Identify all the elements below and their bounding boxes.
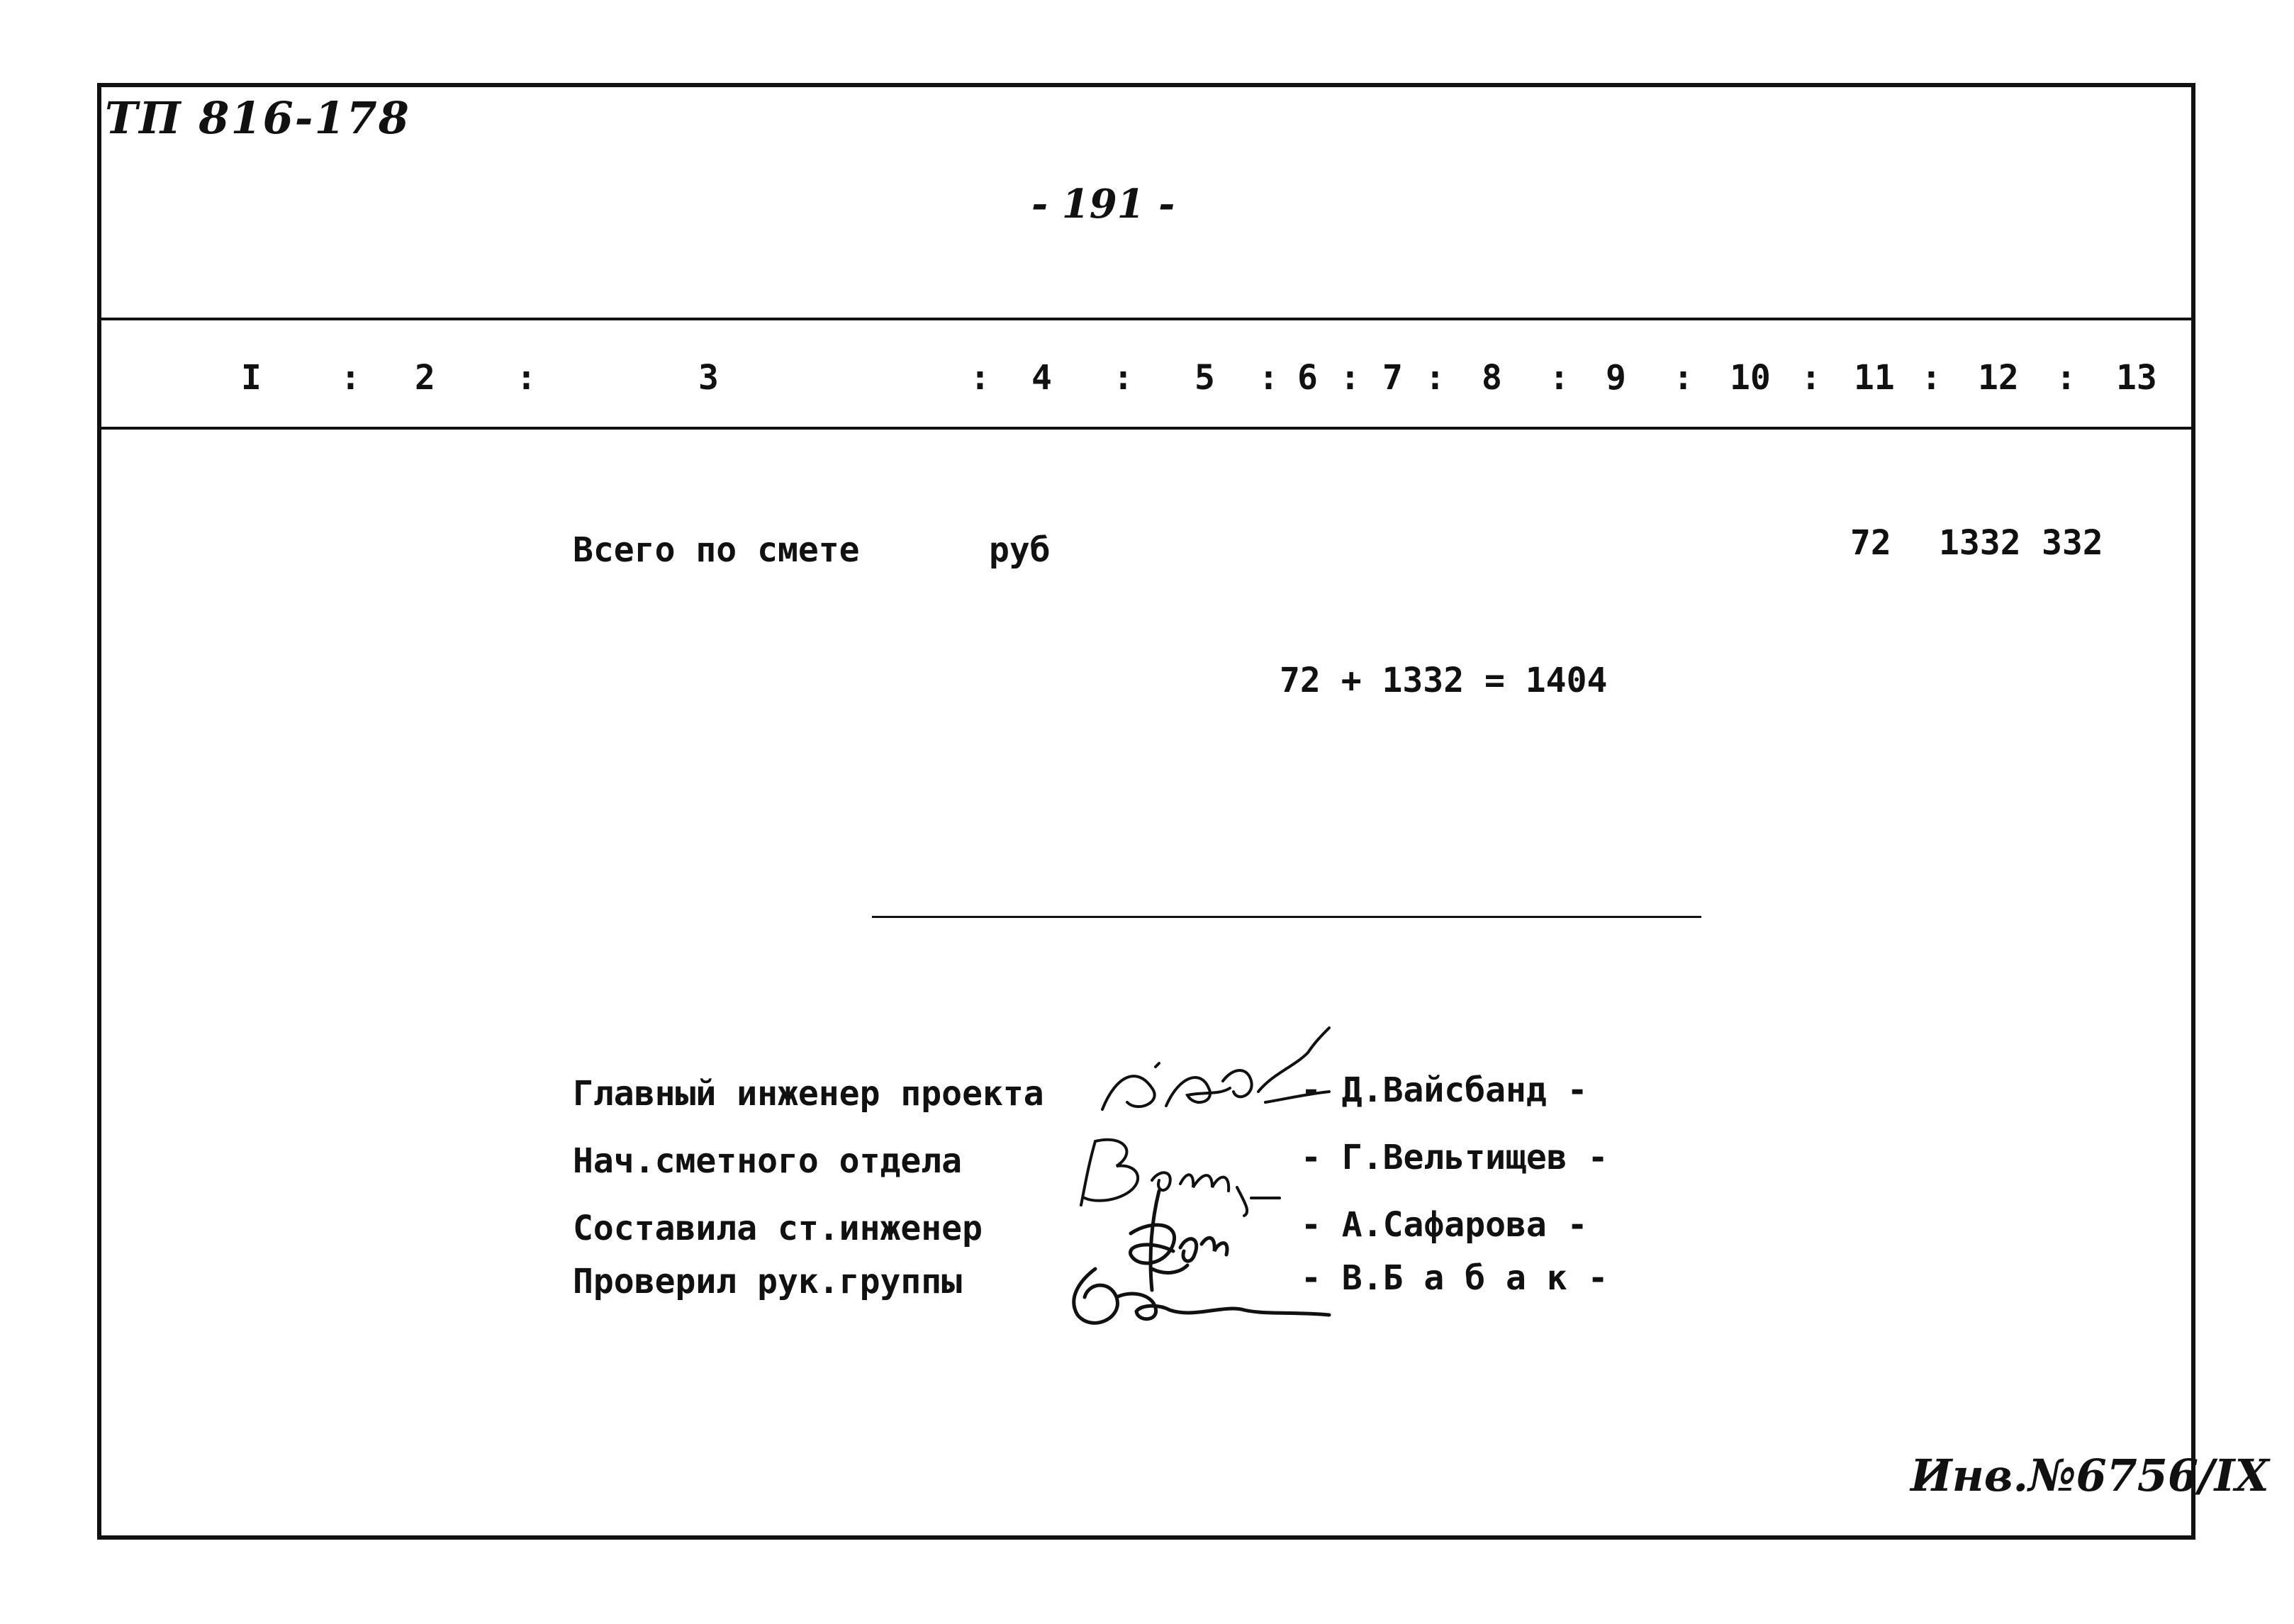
- total-unit: руб: [989, 530, 1051, 570]
- column-separator: :: [2056, 358, 2076, 398]
- signatory-name: - Д.Вайсбанд -: [1301, 1070, 1588, 1110]
- column-separator: :: [1258, 358, 1279, 398]
- document-code: ТП 816-178: [105, 92, 410, 144]
- column-number: 9: [1606, 358, 1626, 398]
- column-number: 11: [1854, 358, 1895, 398]
- column-separator: :: [1673, 358, 1694, 398]
- total-value-2: 1332: [1939, 523, 2021, 563]
- column-number: 7: [1382, 358, 1403, 398]
- total-value-1: 72: [1850, 523, 1891, 563]
- column-separator: :: [516, 358, 537, 398]
- signatory-name: - Г.Вельтищев -: [1301, 1138, 1608, 1177]
- column-number: 12: [1978, 358, 2019, 398]
- column-number: 13: [2116, 358, 2157, 398]
- column-number: 3: [698, 358, 719, 398]
- signatory-name: - В.Б а б а к -: [1301, 1258, 1608, 1298]
- column-separator: :: [970, 358, 990, 398]
- header-divider: [101, 318, 2191, 320]
- column-separator: :: [1801, 358, 1821, 398]
- column-separator: :: [1113, 358, 1134, 398]
- column-separator: :: [1549, 358, 1570, 398]
- inventory-number: Инв.№6756/IX: [1910, 1450, 2269, 1501]
- signature-group-lead: [1053, 1255, 1336, 1340]
- column-number: 6: [1297, 358, 1318, 398]
- column-number: 8: [1482, 358, 1502, 398]
- column-number: I: [241, 358, 262, 398]
- column-number: 5: [1194, 358, 1215, 398]
- total-calculation: 72 + 1332 = 1404: [1280, 661, 1608, 700]
- column-separator: :: [1921, 358, 1942, 398]
- column-separator: :: [1425, 358, 1445, 398]
- column-separator: :: [1340, 358, 1360, 398]
- column-row-divider: [101, 427, 2191, 430]
- total-label: Всего по смете: [573, 530, 860, 570]
- signature-divider: [872, 916, 1701, 918]
- total-value-3: 332: [2042, 523, 2103, 563]
- column-number: 2: [415, 358, 435, 398]
- signatory-name: - А.Сафарова -: [1301, 1205, 1588, 1245]
- column-number: 4: [1031, 358, 1052, 398]
- column-separator: :: [340, 358, 361, 398]
- signatory-role: Главный инженер проекта: [573, 1074, 1044, 1114]
- page-number: - 191 -: [1031, 181, 1175, 228]
- column-number: 10: [1730, 358, 1771, 398]
- signatory-role: Составила ст.инженер: [573, 1209, 983, 1248]
- signatory-role: Проверил рук.группы: [573, 1262, 963, 1301]
- signature-chief-engineer: [1095, 1024, 1350, 1124]
- signatory-role: Нач.сметного отдела: [573, 1141, 963, 1181]
